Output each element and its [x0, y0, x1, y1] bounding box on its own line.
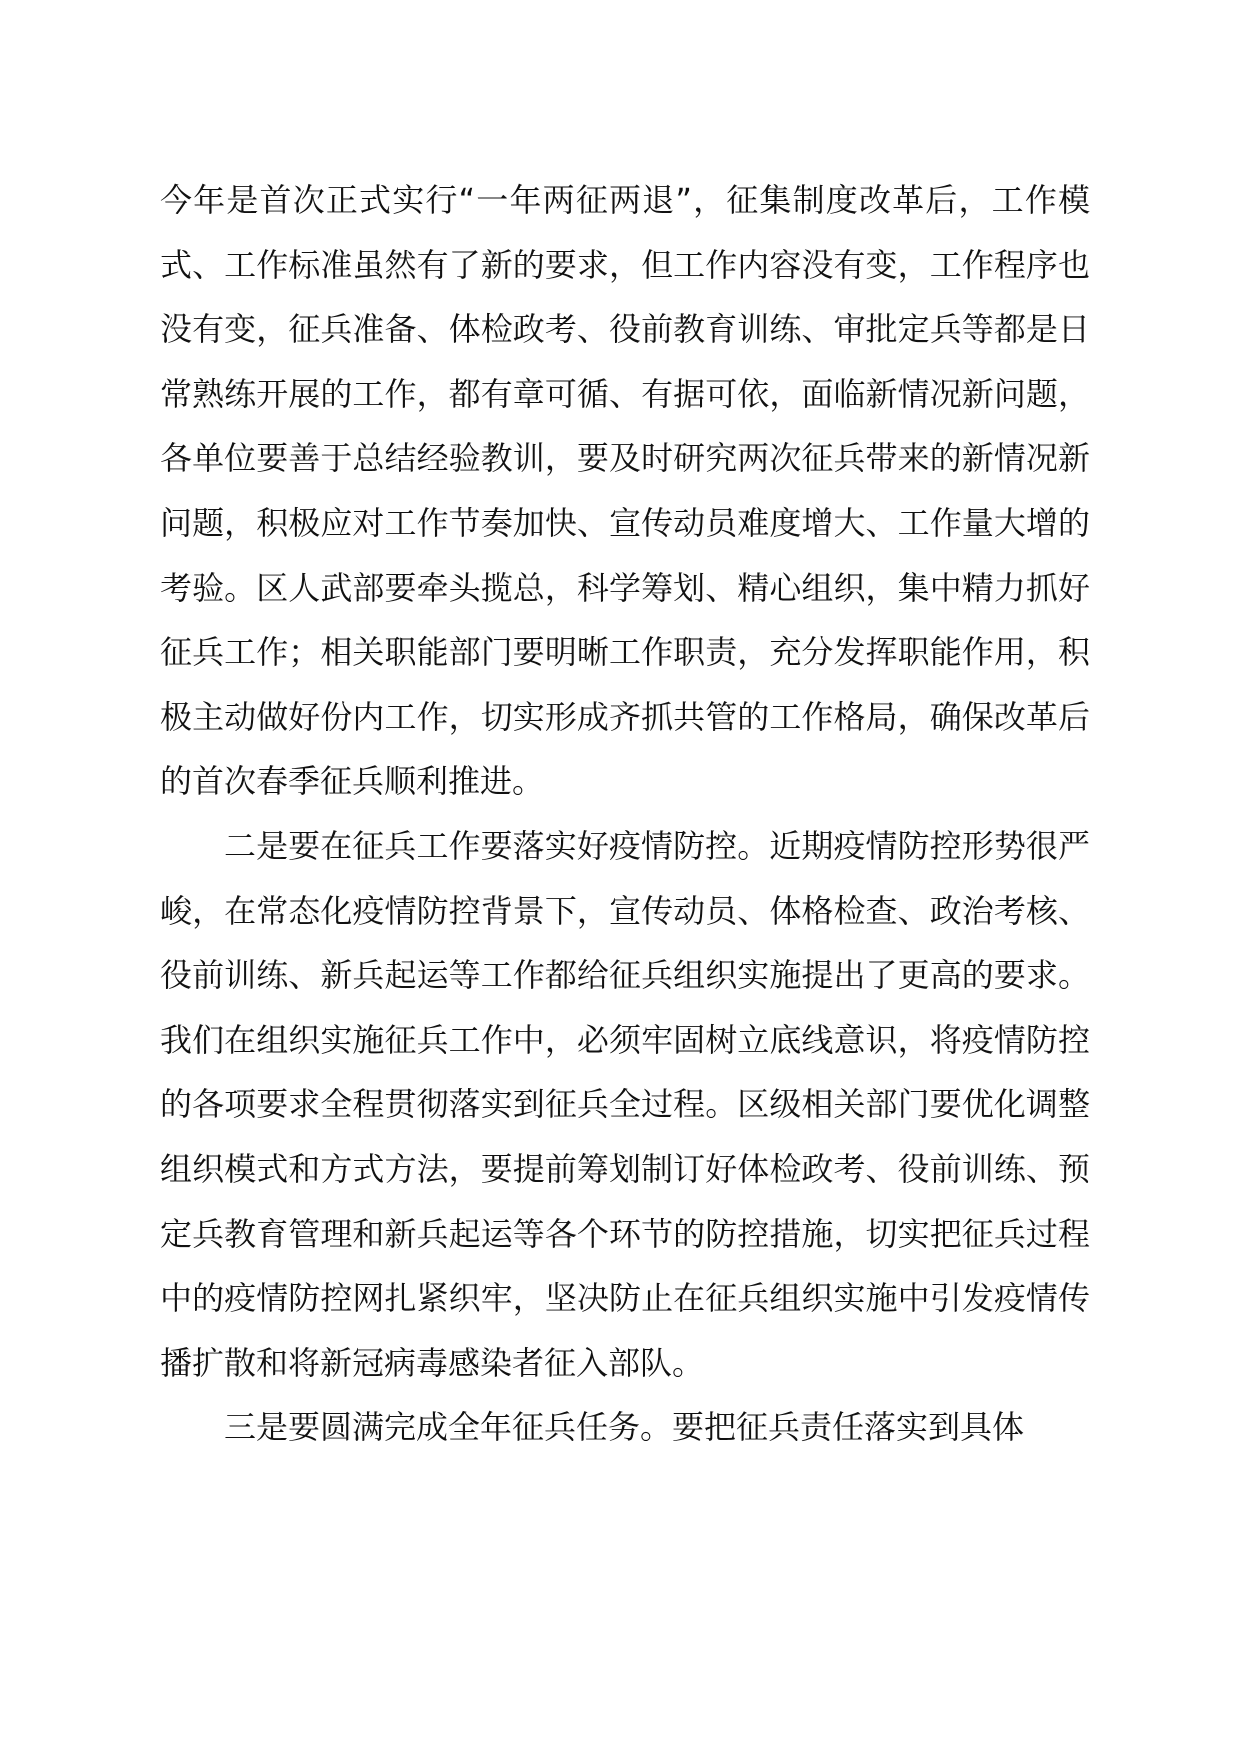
paragraph-continuation: 今年是首次正式实行“一年两征两退”，征集制度改革后，工作模式、工作标准虽然有了新的要求，但工作内容没有变，工作程序也没有变，征兵准备、体检政考、役前教育训练、审批定兵等都是日常熟练开展的工作，都有章可循、有据可依，面临新情况新问题，各单位要善于总结经验教训，要及时研究两次征兵带来的新情况新问题，积极应对工作节奏加快、宣传动员难度增大、工作量大增的考验。区人武部要牵头揽总，科学筹划、精心组织，集中精力抓好征兵工作；相关职能部门要明晰工作职责，充分发挥职能作用，积极主动做好份内工作，切实形成齐抓共管的工作格局，确保改革后的首次春季征兵顺利推进。 — [160, 181, 1090, 801]
document-body — [160, 168, 1090, 1460]
paragraph-epidemic-control: 二是要在征兵工作要落实好疫情防控。近期疫情防控形势很严峻，在常态化疫情防控背景下，宣传动员、体格检查、政治考核、役前训练、新兵起运等工作都给征兵组织实施提出了更高的要求。我们在组织实施征兵工作中，必须牢固树立底线意识，将疫情防控的各项要求全程贯彻落实到征兵全过程。区级相关部门要优化调整组织模式和方式方法，要提前筹划制订好体检政考、役前训练、预定兵教育管理和新兵起运等各个环节的防控措施，切实把征兵过程中的疫情防控网扎紧织牢，坚决防止在征兵组织实施中引发疫情传播扩散和将新冠病毒感染者征入部队。 — [160, 826, 1090, 1382]
paragraph-annual-task: 三是要圆满完成全年征兵任务。要把征兵责任落实到具体 — [224, 1408, 1025, 1447]
